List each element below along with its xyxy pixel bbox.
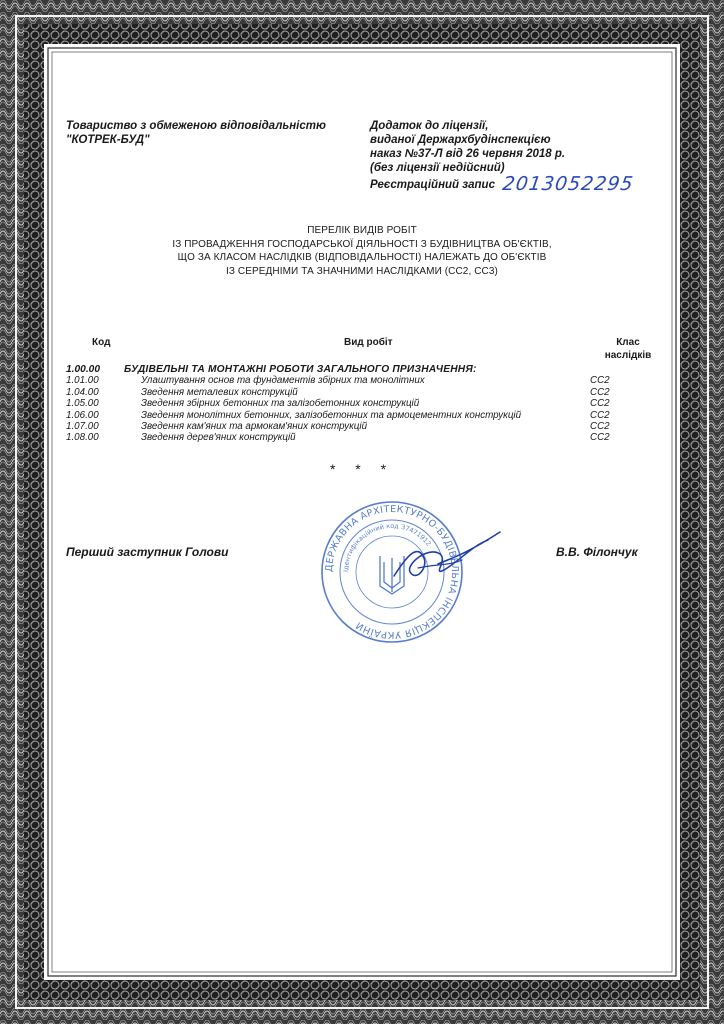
- row-class: СС2: [590, 409, 610, 421]
- table-row: [66, 432, 660, 443]
- annex-line: виданої Держархбудінспекцією: [370, 134, 551, 146]
- annex-line: Додаток до ліцензії,: [370, 120, 489, 132]
- column-header-class-line2: наслідків: [604, 350, 652, 361]
- registration-number-handwritten: 2013052295: [501, 173, 636, 195]
- license-annex-info: [370, 119, 660, 195]
- row-code: 1.08.00: [66, 432, 99, 444]
- column-header-consequence-class: [598, 336, 658, 362]
- row-code: 1.06.00: [66, 409, 99, 421]
- row-work-type: Зведення монолітних бетонних, залізобетонних та армоцементних конструкцій: [141, 409, 522, 421]
- table-row: [66, 364, 660, 375]
- table-row: [66, 398, 660, 409]
- title-line: ІЗ СЕРЕДНІМИ ТА ЗНАЧНИМИ НАСЛІДКАМИ (СС2, СС3): [226, 265, 498, 277]
- registration-record: [370, 173, 660, 195]
- row-class: СС2: [590, 398, 610, 410]
- handwritten-signature: [388, 524, 508, 594]
- annex-line: (без ліцензії недійсний): [370, 162, 505, 174]
- table-row: [66, 410, 660, 421]
- row-work-type: Зведення дерев'яних конструкцій: [141, 432, 296, 444]
- company-line-2: "КОТРЕК-БУД": [66, 134, 150, 146]
- table-row: [66, 387, 660, 398]
- company-line-1: Товариство з обмеженою відповідальністю: [66, 120, 326, 132]
- table-row: [66, 421, 660, 432]
- row-work-type: Зведення металевих конструкцій: [141, 386, 298, 398]
- section-separator: * * *: [329, 461, 395, 477]
- stamp-inner-text: Ідентифікаційний код 37471912: [341, 521, 433, 573]
- row-work-type: Улаштування основ та фундаментів збірних та монолітних: [141, 375, 425, 387]
- column-header-class-line1: Клас: [616, 337, 640, 348]
- title-line: ІЗ ПРОВАДЖЕННЯ ГОСПОДАРСЬКОЇ ДІЯЛЬНОСТІ З БУДІВНИЦТВА ОБ'ЄКТІВ,: [172, 238, 552, 250]
- stamp-outer-text: ДЕРЖАВНА АРХІТЕКТУРНО-БУДІВЕЛЬНА ІНСПЕКЦІЯ УКРАЇНИ: [323, 503, 461, 641]
- row-work-type: БУДІВЕЛЬНІ ТА МОНТАЖНІ РОБОТИ ЗАГАЛЬНОГО ПРИЗНАЧЕННЯ:: [124, 364, 477, 375]
- company-name: [66, 119, 366, 147]
- signer-position: Перший заступник Голови: [66, 545, 229, 559]
- annex-line: наказ №37-Л від 26 червня 2018 р.: [370, 148, 566, 160]
- row-code: 1.04.00: [66, 386, 99, 398]
- row-work-type: Зведення збірних бетонних та залізобетонних конструкцій: [141, 398, 420, 410]
- row-class: СС2: [590, 375, 610, 387]
- work-types-table: [66, 364, 660, 444]
- row-code: 1.07.00: [66, 420, 99, 432]
- column-header-code: Код: [92, 337, 111, 348]
- row-code: 1.05.00: [66, 398, 99, 410]
- title-line: ЩО ЗА КЛАСОМ НАСЛІДКІВ (ВІДПОВІДАЛЬНОСТІ) НАЛЕЖАТЬ ДО ОБ'ЄКТІВ: [177, 252, 547, 263]
- document-title: [66, 224, 658, 278]
- row-class: СС2: [590, 386, 610, 398]
- row-class: СС2: [590, 420, 610, 432]
- row-code: 1.01.00: [66, 375, 99, 387]
- column-header-work-type: Вид робіт: [344, 337, 393, 348]
- signer-name: В.В. Філончук: [556, 545, 638, 559]
- title-line: ПЕРЕЛІК ВИДІВ РОБІТ: [307, 225, 417, 236]
- row-work-type: Зведення кам'яних та армокам'яних конструкцій: [141, 420, 368, 432]
- row-code: 1.00.00: [66, 364, 100, 375]
- registration-label: Реєстраційний запис: [370, 179, 495, 191]
- row-class: СС2: [590, 432, 610, 444]
- table-row: [66, 375, 660, 386]
